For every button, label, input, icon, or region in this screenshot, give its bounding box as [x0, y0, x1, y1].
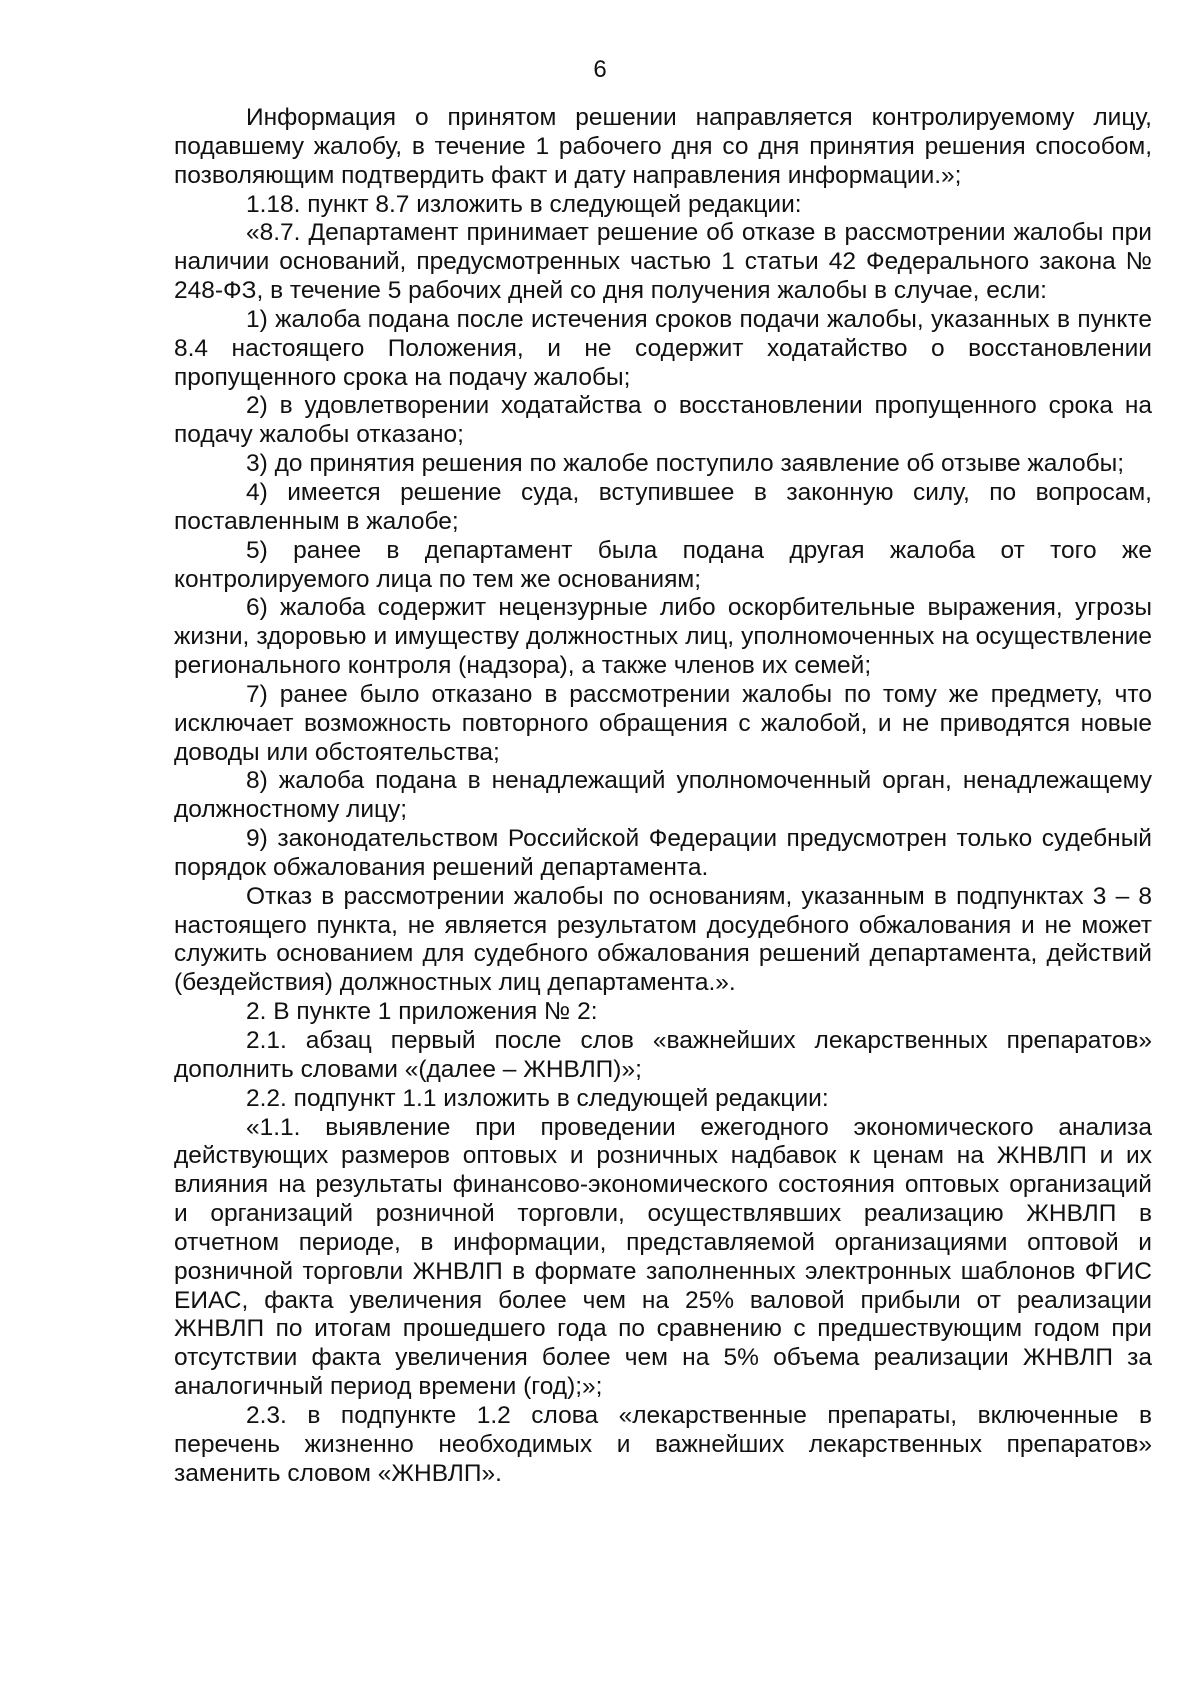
list-item-9: 9) законодательством Российской Федерации предусмотрен только судебный порядок обжалования решений департамента. — [174, 825, 1152, 881]
list-item-7: 7) ранее было отказано в рассмотрении жалобы по тому же предмету, что исключает возможность повторного обращения с жалобой, и не приводятся новые доводы или обстоятельства; — [174, 680, 1152, 766]
paragraph-2-1: 2.1. абзац первый после слов «важнейших лекарственных препаратов» дополнить словами «(далее – ЖНВЛП)»; — [174, 1027, 1152, 1083]
paragraph-2-3: 2.3. в подпункте 1.2 слова «лекарственные препараты, включенные в перечень жизненно необходимых и важнейших лекарственных препаратов» заменить словом «ЖНВЛП». — [174, 1401, 1152, 1487]
paragraph-refusal: Отказ в рассмотрении жалобы по основаниям, указанным в подпунктах 3 – 8 настоящего пункта, не является результатом досудебного обжалования и не может служить основанием для судебного обжалования решений департамента, действий (бездействия) должностных лиц департамента.». — [174, 882, 1152, 997]
paragraph-2-2: 2.2. подпункт 1.1 изложить в следующей редакции: — [246, 1084, 829, 1112]
list-item-2: 2) в удовлетворении ходатайства о восстановлении пропущенного срока на подачу жалобы отказано; — [174, 392, 1152, 449]
list-item-1: 1) жалоба подана после истечения сроков подачи жалобы, указанных в пункте 8.4 настоящего Положения, и не содержит ходатайство о восстановлении пропущенного срока на подачу жалобы; — [174, 305, 1152, 391]
paragraph-1-1: «1.1. выявление при проведении ежегодного экономического анализа действующих размеров оптовых и розничных надбавок к ценам на ЖНВЛП и их влияния на результаты финансово-экономического состояния оптовых организаций и организаций розничной торговли, осуществлявших реализацию ЖНВЛП в отчетном периоде, в информации, представляемой организациями оптовой и розничной торговли ЖНВЛП в формате заполненных электронных шаблонов ФГИС ЕИАС, факта увеличения более чем на 25% валовой прибыли от реализации ЖНВЛП по итогам прошедшего года по сравнению с предшествующим годом при отсутствии факта увеличения более чем на 5% объема реализации ЖНВЛП за аналогичный период времени (год);»; — [174, 1113, 1152, 1401]
paragraph-8-7: «8.7. Департамент принимает решение об отказе в рассмотрении жалобы при наличии оснований, предусмотренных частью 1 статьи 42 Федерального закона № 248-ФЗ, в течение 5 рабочих дней со дня получения жалобы в случае, если: — [174, 219, 1152, 305]
paragraph-info-decision: Информация о принятом решении направляется контролируемому лицу, подавшему жалобу, в течение 1 рабочего дня со дня принятия решения способом, позволяющим подтвердить факт и дату направления информации.»; — [174, 104, 1152, 189]
list-item-6: 6) жалоба содержит нецензурные либо оскорбительные выражения, угрозы жизни, здоровью и имуществу должностных лиц, уполномоченных на осуществление регионального контроля (надзора), а также членов их семей; — [174, 594, 1152, 680]
list-item-4: 4) имеется решение суда, вступившее в законную силу, по вопросам, поставленным в жалобе; — [174, 478, 1152, 535]
document-body — [174, 104, 1152, 1489]
list-item-5: 5) ранее в департамент была подана другая жалоба от того же контролируемого лица по тем же основаниям; — [174, 536, 1152, 593]
list-item-3: 3) до принятия решения по жалобе поступило заявление об отзыве жалобы; — [246, 450, 1125, 478]
paragraph-1-18: 1.18. пункт 8.7 изложить в следующей редакции: — [246, 190, 802, 218]
paragraph-2: 2. В пункте 1 приложения № 2: — [246, 998, 598, 1026]
page-number: 6 — [593, 56, 607, 83]
list-item-8: 8) жалоба подана в ненадлежащий уполномоченный орган, ненадлежащему должностному лицу; — [174, 767, 1152, 824]
